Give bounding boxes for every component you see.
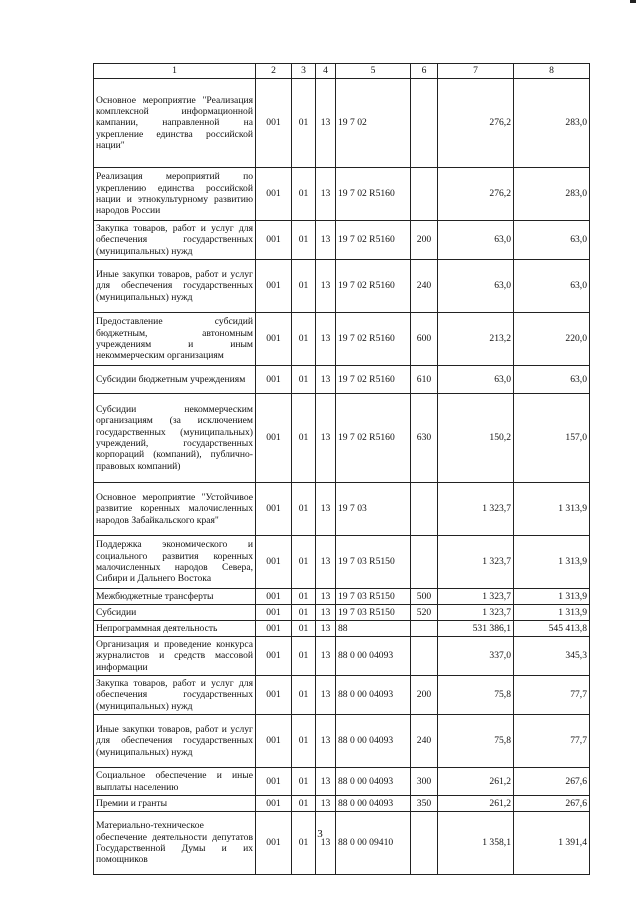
amount-year1-cell: 1 323,7	[438, 536, 514, 589]
amount-year2-cell: 1 391,4	[514, 812, 590, 875]
subsection-cell: 13	[316, 366, 336, 394]
section-cell: 01	[292, 260, 316, 313]
row-name-cell: Субсидии некоммерческим организациям (за исключением государственных (муниципальных) учреждений, государственных корпораций (компаний), публично-правовых компаний)	[94, 394, 256, 483]
target-article-cell: 88 0 00 04093	[336, 796, 411, 812]
target-article-cell: 19 7 02	[336, 79, 411, 168]
admin-code-cell: 001	[256, 536, 292, 589]
header-row	[94, 64, 590, 79]
amount-year1-cell: 276,2	[438, 79, 514, 168]
section-cell: 01	[292, 812, 316, 875]
header-cell: 6	[411, 64, 438, 79]
row-name-cell: Организация и проведение конкурса журналистов и средств массовой информации	[94, 637, 256, 676]
header-cell: 5	[336, 64, 411, 79]
admin-code-cell: 001	[256, 589, 292, 605]
amount-year1-cell: 63,0	[438, 366, 514, 394]
expense-type-cell: 500	[411, 589, 438, 605]
section-cell: 01	[292, 168, 316, 221]
table-row	[94, 168, 590, 221]
expense-type-cell: 240	[411, 715, 438, 768]
row-name-cell: Непрограммная деятельность	[94, 621, 256, 637]
target-article-cell: 19 7 03 R5150	[336, 589, 411, 605]
target-article-cell: 88 0 00 04093	[336, 715, 411, 768]
expense-type-cell	[411, 637, 438, 676]
admin-code-cell: 001	[256, 394, 292, 483]
subsection-cell: 13	[316, 605, 336, 621]
section-cell: 01	[292, 768, 316, 796]
table-row	[94, 260, 590, 313]
amount-year2-cell: 63,0	[514, 366, 590, 394]
table-row	[94, 796, 590, 812]
target-article-cell: 19 7 03 R5150	[336, 536, 411, 589]
admin-code-cell: 001	[256, 79, 292, 168]
amount-year1-cell: 63,0	[438, 260, 514, 313]
header-cell: 8	[514, 64, 590, 79]
subsection-cell: 13	[316, 79, 336, 168]
amount-year2-cell: 63,0	[514, 260, 590, 313]
section-cell: 01	[292, 366, 316, 394]
table-row	[94, 605, 590, 621]
expense-type-cell: 200	[411, 221, 438, 260]
amount-year1-cell: 261,2	[438, 796, 514, 812]
amount-year1-cell: 1 323,7	[438, 483, 514, 536]
header-cell: 4	[316, 64, 336, 79]
subsection-cell: 13	[316, 536, 336, 589]
amount-year2-cell: 267,6	[514, 768, 590, 796]
amount-year1-cell: 531 386,1	[438, 621, 514, 637]
admin-code-cell: 001	[256, 812, 292, 875]
amount-year2-cell: 77,7	[514, 715, 590, 768]
section-cell: 01	[292, 715, 316, 768]
target-article-cell: 88 0 00 04093	[336, 637, 411, 676]
amount-year1-cell: 75,8	[438, 676, 514, 715]
amount-year1-cell: 150,2	[438, 394, 514, 483]
admin-code-cell: 001	[256, 168, 292, 221]
target-article-cell: 88 0 00 04093	[336, 768, 411, 796]
amount-year2-cell: 1 313,9	[514, 536, 590, 589]
row-name-cell: Материально-техническое обеспечение деятельности депутатов Государственной Думы и их помощников	[94, 812, 256, 875]
amount-year2-cell: 157,0	[514, 394, 590, 483]
page-number: 3	[317, 828, 323, 840]
section-cell: 01	[292, 536, 316, 589]
subsection-cell: 13	[316, 168, 336, 221]
table-row	[94, 715, 590, 768]
row-name-cell: Социальное обеспечение и иные выплаты населению	[94, 768, 256, 796]
row-name-cell: Субсидии бюджетным учреждениям	[94, 366, 256, 394]
row-name-cell: Поддержка экономического и социального развития коренных малочисленных народов Севера, Сибири и Дальнего Востока	[94, 536, 256, 589]
amount-year1-cell: 63,0	[438, 221, 514, 260]
subsection-cell: 13	[316, 796, 336, 812]
amount-year1-cell: 1 358,1	[438, 812, 514, 875]
subsection-cell: 13	[316, 221, 336, 260]
expense-type-cell	[411, 536, 438, 589]
table-row	[94, 812, 590, 875]
amount-year2-cell: 77,7	[514, 676, 590, 715]
corner-mark	[630, 0, 636, 3]
section-cell: 01	[292, 394, 316, 483]
section-cell: 01	[292, 676, 316, 715]
target-article-cell: 19 7 02 R5160	[336, 366, 411, 394]
target-article-cell: 88	[336, 621, 411, 637]
row-name-cell: Закупка товаров, работ и услуг для обеспечения государственных (муниципальных) нужд	[94, 676, 256, 715]
target-article-cell: 19 7 02 R5160	[336, 260, 411, 313]
amount-year2-cell: 345,3	[514, 637, 590, 676]
admin-code-cell: 001	[256, 621, 292, 637]
admin-code-cell: 001	[256, 313, 292, 366]
table-row	[94, 313, 590, 366]
target-article-cell: 19 7 02 R5160	[336, 168, 411, 221]
section-cell: 01	[292, 589, 316, 605]
header-cell: 2	[256, 64, 292, 79]
expense-type-cell: 630	[411, 394, 438, 483]
table-row	[94, 621, 590, 637]
section-cell: 01	[292, 79, 316, 168]
admin-code-cell: 001	[256, 260, 292, 313]
expense-type-cell: 240	[411, 260, 438, 313]
row-name-cell: Межбюджетные трансферты	[94, 589, 256, 605]
amount-year2-cell: 283,0	[514, 168, 590, 221]
subsection-cell: 13	[316, 621, 336, 637]
amount-year1-cell: 1 323,7	[438, 605, 514, 621]
row-name-cell: Закупка товаров, работ и услуг для обеспечения государственных (муниципальных) нужд	[94, 221, 256, 260]
admin-code-cell: 001	[256, 676, 292, 715]
row-name-cell: Иные закупки товаров, работ и услуг для обеспечения государственных (муниципальных) нужд	[94, 715, 256, 768]
expense-type-cell: 350	[411, 796, 438, 812]
amount-year2-cell: 283,0	[514, 79, 590, 168]
admin-code-cell: 001	[256, 768, 292, 796]
amount-year1-cell: 213,2	[438, 313, 514, 366]
section-cell: 01	[292, 796, 316, 812]
amount-year1-cell: 337,0	[438, 637, 514, 676]
amount-year2-cell: 63,0	[514, 221, 590, 260]
admin-code-cell: 001	[256, 366, 292, 394]
target-article-cell: 88 0 00 09410	[336, 812, 411, 875]
row-name-cell: Иные закупки товаров, работ и услуг для обеспечения государственных (муниципальных) нужд	[94, 260, 256, 313]
header-cell: 1	[94, 64, 256, 79]
row-name-cell: Премии и гранты	[94, 796, 256, 812]
amount-year2-cell: 545 413,8	[514, 621, 590, 637]
subsection-cell: 13	[316, 483, 336, 536]
expense-type-cell: 300	[411, 768, 438, 796]
expense-type-cell	[411, 812, 438, 875]
row-name-cell: Основное мероприятие "Реализация комплексной информационной кампании, направленной на укрепление единства российской нации"	[94, 79, 256, 168]
amount-year2-cell: 1 313,9	[514, 589, 590, 605]
table-row	[94, 79, 590, 168]
admin-code-cell: 001	[256, 715, 292, 768]
admin-code-cell: 001	[256, 605, 292, 621]
table-row	[94, 676, 590, 715]
amount-year2-cell: 1 313,9	[514, 605, 590, 621]
row-name-cell: Реализация мероприятий по укреплению единства российской нации и этнокультурному развитию народов России	[94, 168, 256, 221]
amount-year1-cell: 1 323,7	[438, 589, 514, 605]
table-row	[94, 483, 590, 536]
section-cell: 01	[292, 483, 316, 536]
table-row	[94, 768, 590, 796]
subsection-cell: 13	[316, 768, 336, 796]
section-cell: 01	[292, 637, 316, 676]
target-article-cell: 19 7 03 R5150	[336, 605, 411, 621]
admin-code-cell: 001	[256, 483, 292, 536]
table-row	[94, 221, 590, 260]
section-cell: 01	[292, 221, 316, 260]
amount-year1-cell: 276,2	[438, 168, 514, 221]
table-row	[94, 589, 590, 605]
subsection-cell: 13	[316, 676, 336, 715]
amount-year2-cell: 1 313,9	[514, 483, 590, 536]
row-name-cell: Основное мероприятие "Устойчивое развитие коренных малочисленных народов Забайкальского края"	[94, 483, 256, 536]
table-row	[94, 536, 590, 589]
subsection-cell: 13	[316, 313, 336, 366]
row-name-cell: Субсидии	[94, 605, 256, 621]
expense-type-cell: 520	[411, 605, 438, 621]
header-cell: 3	[292, 64, 316, 79]
expense-type-cell: 600	[411, 313, 438, 366]
row-name-cell: Предоставление субсидий бюджетным, автономным учреждениям и иным некоммерческим организациям	[94, 313, 256, 366]
target-article-cell: 88 0 00 04093	[336, 676, 411, 715]
expense-type-cell	[411, 168, 438, 221]
admin-code-cell: 001	[256, 796, 292, 812]
section-cell: 01	[292, 621, 316, 637]
target-article-cell: 19 7 03	[336, 483, 411, 536]
header-cell: 7	[438, 64, 514, 79]
expense-type-cell	[411, 79, 438, 168]
expense-type-cell	[411, 621, 438, 637]
table-body	[94, 64, 590, 875]
target-article-cell: 19 7 02 R5160	[336, 394, 411, 483]
amount-year1-cell: 75,8	[438, 715, 514, 768]
subsection-cell: 13	[316, 589, 336, 605]
table-row	[94, 394, 590, 483]
subsection-cell: 13	[316, 812, 336, 875]
subsection-cell: 13	[316, 637, 336, 676]
target-article-cell: 19 7 02 R5160	[336, 221, 411, 260]
expense-type-cell	[411, 483, 438, 536]
table-row	[94, 637, 590, 676]
admin-code-cell: 001	[256, 221, 292, 260]
admin-code-cell: 001	[256, 637, 292, 676]
table-row	[94, 366, 590, 394]
expense-type-cell: 200	[411, 676, 438, 715]
section-cell: 01	[292, 605, 316, 621]
expense-type-cell: 610	[411, 366, 438, 394]
subsection-cell: 13	[316, 260, 336, 313]
budget-table	[93, 63, 590, 875]
amount-year1-cell: 261,2	[438, 768, 514, 796]
subsection-cell: 13	[316, 715, 336, 768]
amount-year2-cell: 220,0	[514, 313, 590, 366]
amount-year2-cell: 267,6	[514, 796, 590, 812]
subsection-cell: 13	[316, 394, 336, 483]
target-article-cell: 19 7 02 R5160	[336, 313, 411, 366]
section-cell: 01	[292, 313, 316, 366]
